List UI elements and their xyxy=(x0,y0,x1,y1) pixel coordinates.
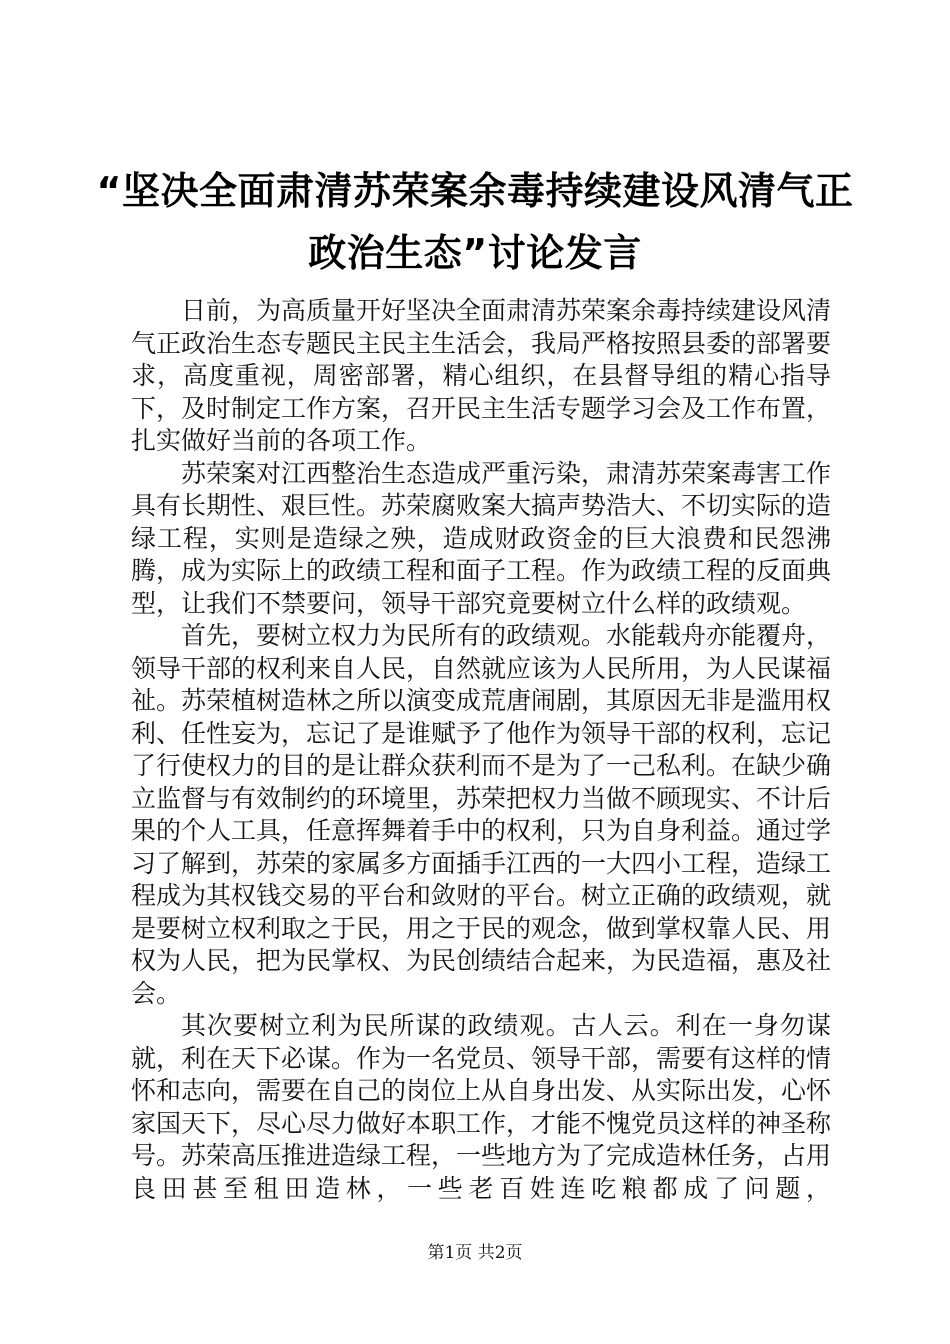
paragraph-1: 日前，为高质量开好坚决全面肃清苏荣案余毒持续建设风清气正政治生态专题民主民主生活会，我局严格按照县委的部署要求，高度重视，周密部署，精心组织，在县督导组的精心指导下，及时制定工作方案，召开民主生活专题学习会及工作布置，扎实做好当前的各项工作。 xyxy=(131,296,832,455)
paragraph-2: 苏荣案对江西整治生态造成严重污染，肃清苏荣案毒害工作具有长期性、艰巨性。苏荣腐败案大搞声势浩大、不切实际的造绿工程，实则是造绿之殃，造成财政资金的巨大浪费和民怨沸腾，成为实际上的政绩工程和面子工程。作为政绩工程的反面典型，让我们不禁要问，领导干部究竟要树立什么样的政绩观。 xyxy=(131,458,832,618)
page-footer: 第1页 共2页 xyxy=(427,1243,523,1263)
document-title xyxy=(90,160,860,284)
title-line-1: “坚决全面肃清苏荣案余毒持续建设风清气正 xyxy=(96,169,854,213)
paragraph-3: 首先，要树立权力为民所有的政绩观。水能载舟亦能覆舟，领导干部的权利来自人民，自然就应该为人民所用，为人民谋福祉。苏荣植树造林之所以演变成荒唐闹剧，其原因无非是滥用权利、任性妄为，忘记了是谁赋予了他作为领导干部的权利，忘记了行使权力的目的是让群众获利而不是为了一己私利。在缺少确立监督与有效制约的环境里，苏荣把权力当做不顾现实、不计后果的个人工具，任意挥舞着手中的权利，只为自身利益。通过学习了解到，苏荣的家属多方面插手江西的一大四小工程，造绿工程成为其权钱交易的平台和敛财的平台。树立正确的政绩观，就是要树立权利取之于民，用之于民的观念，做到掌权靠人民、用权为人民，把为民掌权、为民创绩结合起来，为民造福，惠及社会。 xyxy=(131,621,832,1008)
paragraph-4: 其次要树立利为民所谋的政绩观。古人云。利在一身勿谋就，利在天下必谋。作为一名党员、领导干部，需要有这样的情怀和志向，需要在自己的岗位上从自身出发、从实际出发，心怀家国天下，尽心尽力做好本职工作，才能不愧党员这样的神圣称号。苏荣高压推进造绿工程，一些地方为了完成造林任务，占用良田甚至租田造林，一些老百姓连吃粮都成了问题， xyxy=(131,1011,832,1203)
document-body xyxy=(131,295,831,1205)
title-line-2: 政治生态”讨论发言 xyxy=(308,231,642,275)
